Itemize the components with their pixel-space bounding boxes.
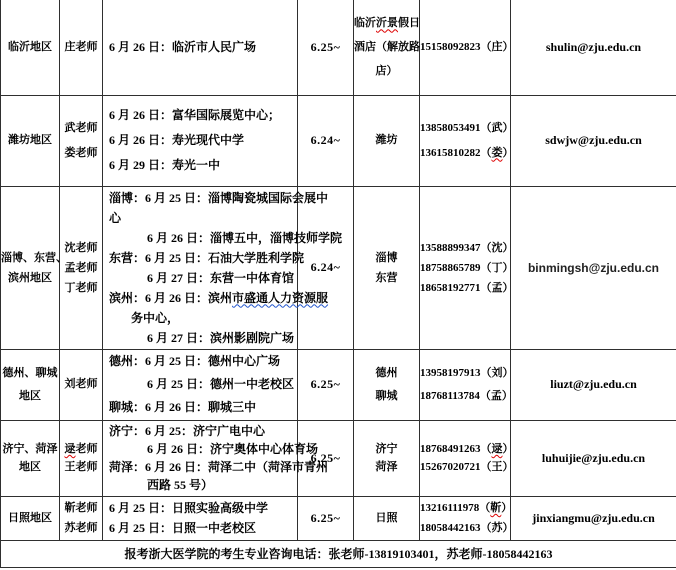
email-cell: sdwjw@zju.edu.cn (511, 95, 676, 186)
table-row (1, 349, 676, 420)
schedule-line (109, 128, 297, 153)
text-segment: 13858053491（武） (420, 121, 514, 134)
cell-line (354, 440, 419, 458)
region-cell (1, 349, 60, 420)
schedule-line (109, 458, 329, 476)
cell-line (60, 238, 102, 258)
schedule-line (109, 188, 329, 208)
phone-cell (420, 95, 514, 186)
table-row (1, 95, 676, 186)
cell-line (420, 440, 514, 458)
text-segment: 酒店（解放路 (354, 41, 420, 54)
text-segment: 日照地区 (8, 512, 52, 524)
cell-line (60, 458, 102, 476)
city-cell (354, 420, 420, 496)
text-segment: 聊城 (375, 389, 398, 402)
phone-cell (420, 0, 514, 95)
spellcheck-marked-text: 逯 (491, 443, 503, 455)
text-segment: ） (502, 146, 514, 159)
text-segment: 心 (109, 210, 122, 225)
phone-cell (420, 420, 514, 496)
cell-line (1, 248, 67, 268)
text-segment: 德州、聊城 (2, 366, 58, 379)
schedule-cell (103, 0, 298, 95)
cell-line (420, 238, 514, 258)
spellcheck-marked-text: 靳 (490, 502, 502, 514)
text-segment: 13958197913（刘） (420, 366, 514, 379)
text-segment: 务中心， (131, 310, 180, 325)
cell-line (354, 11, 419, 35)
cell-line (420, 498, 513, 518)
date-range-cell: 6.24~ (298, 186, 354, 349)
cell-line (60, 141, 102, 166)
teachers-cell (60, 349, 103, 420)
schedule-line (109, 268, 297, 288)
schedule-line (109, 308, 297, 328)
region-cell (1, 496, 60, 540)
city-cell (354, 496, 420, 540)
table-row (1, 496, 676, 540)
text-segment: 店） (375, 65, 398, 78)
text-segment: 15158092823（庄） (420, 41, 514, 54)
cell-line (420, 385, 513, 408)
text-segment: 西路 55 号） (147, 478, 214, 492)
teachers-cell (60, 95, 103, 186)
text-segment: 武老师 (64, 121, 98, 134)
text-segment: 6 月 26 日：富华国际展览中心； (109, 108, 281, 122)
cell-line (60, 373, 102, 396)
text-segment: 日照 (375, 512, 398, 524)
schedule-line (109, 373, 297, 396)
region-cell (1, 186, 67, 349)
cell-line (420, 141, 514, 166)
cell-line (354, 508, 419, 528)
date-range-cell: 6.25~ (298, 420, 354, 496)
text-segment: 济宁 (375, 443, 398, 455)
text-segment: 18058442163（苏） (420, 522, 514, 534)
cell-line (60, 116, 102, 141)
table-row (1, 420, 676, 496)
text-segment: 济宁、菏泽 (2, 443, 58, 455)
text-segment: 18758865789（丁） (420, 261, 514, 274)
teachers-cell (60, 496, 103, 540)
schedule-line (109, 476, 297, 494)
phone-cell (420, 186, 514, 349)
schedule-line (109, 288, 329, 308)
text-segment: 滨州地区 (8, 271, 52, 284)
date-range-cell: 6.25~ (298, 349, 354, 420)
cell-line (420, 458, 514, 476)
text-segment: 临沂地区 (8, 41, 52, 54)
text-segment: 淄博 (375, 251, 398, 264)
cell-line (1, 508, 59, 528)
text-segment: 地区 (19, 461, 41, 473)
region-cell (1, 95, 60, 186)
spellcheck-marked-text: 娄 (491, 146, 503, 159)
schedule-line (109, 228, 343, 248)
schedule-line (109, 328, 297, 348)
text-segment: 13615810282（ (420, 146, 492, 159)
phone-cell (420, 349, 514, 420)
text-segment: 6 月 25 日：日照一中老校区 (109, 521, 257, 535)
schedule-line (109, 208, 297, 228)
cell-line (60, 518, 102, 538)
table-row (1, 0, 676, 95)
date-range-cell: 6.25~ (298, 0, 354, 95)
city-cell (354, 349, 420, 420)
schedule-cell (103, 349, 298, 420)
cell-line (420, 35, 514, 59)
spellcheck-marked-text: 市盛通人力资源服 (232, 290, 329, 305)
text-segment: 18768491263（ (420, 443, 492, 455)
cell-line (354, 248, 419, 268)
text-segment: 6 月 29 日：寿光一中 (109, 158, 221, 172)
text-segment: 假日 (398, 17, 420, 30)
text-segment: 老师 (75, 443, 98, 455)
schedule-line (109, 498, 297, 518)
cell-line (354, 59, 419, 83)
text-segment: 6 月 27 日：东营一中体育馆 (147, 270, 295, 285)
schedule-line (109, 440, 319, 458)
text-segment: 6 月 26 日：淄博五中，淄博技师学院 (147, 230, 343, 245)
text-segment: 18768113784（孟） (420, 389, 513, 402)
text-segment: 王老师 (64, 461, 98, 473)
text-segment: 孟老师 (64, 261, 98, 274)
cell-line (60, 498, 102, 518)
phone-cell (420, 496, 514, 540)
cell-line (354, 268, 419, 288)
footer-row (1, 540, 676, 567)
text-segment: 临沂 (354, 17, 376, 30)
email-cell: luhuijie@zju.edu.cn (511, 420, 676, 496)
text-segment: 潍坊地区 (8, 134, 52, 146)
cell-line (1, 268, 59, 288)
schedule-line (109, 350, 297, 373)
cell-line (420, 362, 514, 385)
footer-note: 报考浙大医学院的考生专业咨询电话：张老师-13819103401，苏老师-18058442163 (1, 540, 676, 567)
text-segment: 18658192771（孟） (420, 281, 514, 294)
region-cell (1, 0, 60, 95)
text-segment: ） (502, 443, 514, 455)
text-segment: 潍坊 (375, 134, 398, 146)
text-segment: 6 月 25 日：日照实验高级中学 (109, 501, 269, 515)
text-segment: 菏泽：6 月 26 日：菏泽二中（菏泽市青州 (109, 460, 329, 474)
schedule-line (109, 153, 297, 178)
cell-line (1, 35, 59, 59)
text-segment: 6 月 26 日：济宁奥体中心体育场 (147, 442, 319, 456)
text-segment: 聊城：6 月 26 日：聊城三中 (109, 400, 257, 414)
text-segment: 靳老师 (64, 502, 98, 514)
text-segment: 娄老师 (64, 146, 98, 159)
cell-line (60, 278, 102, 298)
cell-line (420, 278, 514, 298)
cell-line (60, 35, 102, 59)
cell-line (420, 258, 514, 278)
cell-line (1, 385, 59, 408)
text-segment: 6 月 26 日：寿光现代中学 (109, 133, 245, 147)
schedule-line (109, 35, 297, 59)
cell-line (1, 128, 59, 153)
cell-line (60, 258, 102, 278)
text-segment: 沈老师 (64, 241, 98, 254)
city-cell (354, 186, 420, 349)
text-segment: 6 月 26 日：临沂市人民广场 (109, 40, 257, 55)
region-cell (1, 420, 60, 496)
cell-line (354, 458, 419, 476)
text-segment: 庄老师 (64, 41, 98, 54)
schedule-line (109, 422, 297, 440)
schedule-line (109, 248, 305, 268)
text-segment: 淄博：6 月 25 日：淄博陶瓷城国际会展中 (109, 190, 329, 205)
text-segment: 东营：6 月 25 日：石油大学胜利学院 (109, 250, 305, 265)
cell-line (354, 35, 419, 59)
cell-line (1, 362, 59, 385)
email-cell: shulin@zju.edu.cn (511, 0, 676, 95)
schedule-cell (103, 496, 298, 540)
text-segment: 地区 (19, 389, 41, 402)
schedule-line (109, 518, 297, 538)
date-range-cell: 6.25~ (298, 496, 354, 540)
cell-line (354, 385, 419, 408)
cell-line (60, 440, 102, 458)
schedule-line (109, 103, 297, 128)
cell-line (420, 518, 514, 538)
cell-line (354, 362, 419, 385)
text-segment: 6 月 25 日：德州一中老校区 (147, 377, 295, 391)
text-segment: 苏老师 (64, 522, 98, 534)
schedule-cell (103, 95, 298, 186)
text-segment: 丁老师 (64, 281, 98, 294)
teachers-cell (60, 186, 103, 349)
spellcheck-marked-text: 逯 (64, 443, 76, 455)
text-segment: 济宁：6 月 25：济宁广电中心 (109, 424, 266, 438)
teachers-cell (60, 0, 103, 95)
cell-line (420, 116, 514, 141)
text-segment: 菏泽 (375, 461, 398, 473)
table-row (1, 186, 676, 349)
cell-line (354, 128, 419, 153)
schedule-line (109, 396, 297, 419)
text-segment: 15267020721（王） (420, 461, 514, 473)
text-segment: 13216111978（ (420, 502, 491, 514)
text-segment: ） (501, 502, 513, 514)
cell-line (1, 458, 59, 476)
text-segment: 东营 (375, 271, 398, 284)
text-segment: 德州 (375, 366, 398, 379)
date-range-cell: 6.24~ (298, 95, 354, 186)
teachers-cell (60, 420, 103, 496)
email-cell: jinxiangmu@zju.edu.cn (511, 496, 676, 540)
text-segment: 德州：6 月 25 日：德州中心广场 (109, 354, 281, 368)
text-segment: 滨州：6 月 26 日：滨州 (109, 290, 233, 305)
text-segment: 13588899347（沈） (420, 241, 514, 254)
text-segment: 刘老师 (64, 378, 98, 390)
text-segment: 6 月 27 日：滨州影剧院广场 (147, 330, 295, 345)
city-cell (354, 0, 420, 95)
city-cell (354, 95, 420, 186)
cell-line (1, 440, 59, 458)
text-segment: 淄博、东营、 (1, 251, 67, 264)
email-cell: binmingsh@zju.edu.cn (511, 186, 676, 349)
email-cell: liuzt@zju.edu.cn (511, 349, 676, 420)
spellcheck-marked-text: 沂景 (376, 17, 398, 30)
table-body (1, 0, 676, 540)
